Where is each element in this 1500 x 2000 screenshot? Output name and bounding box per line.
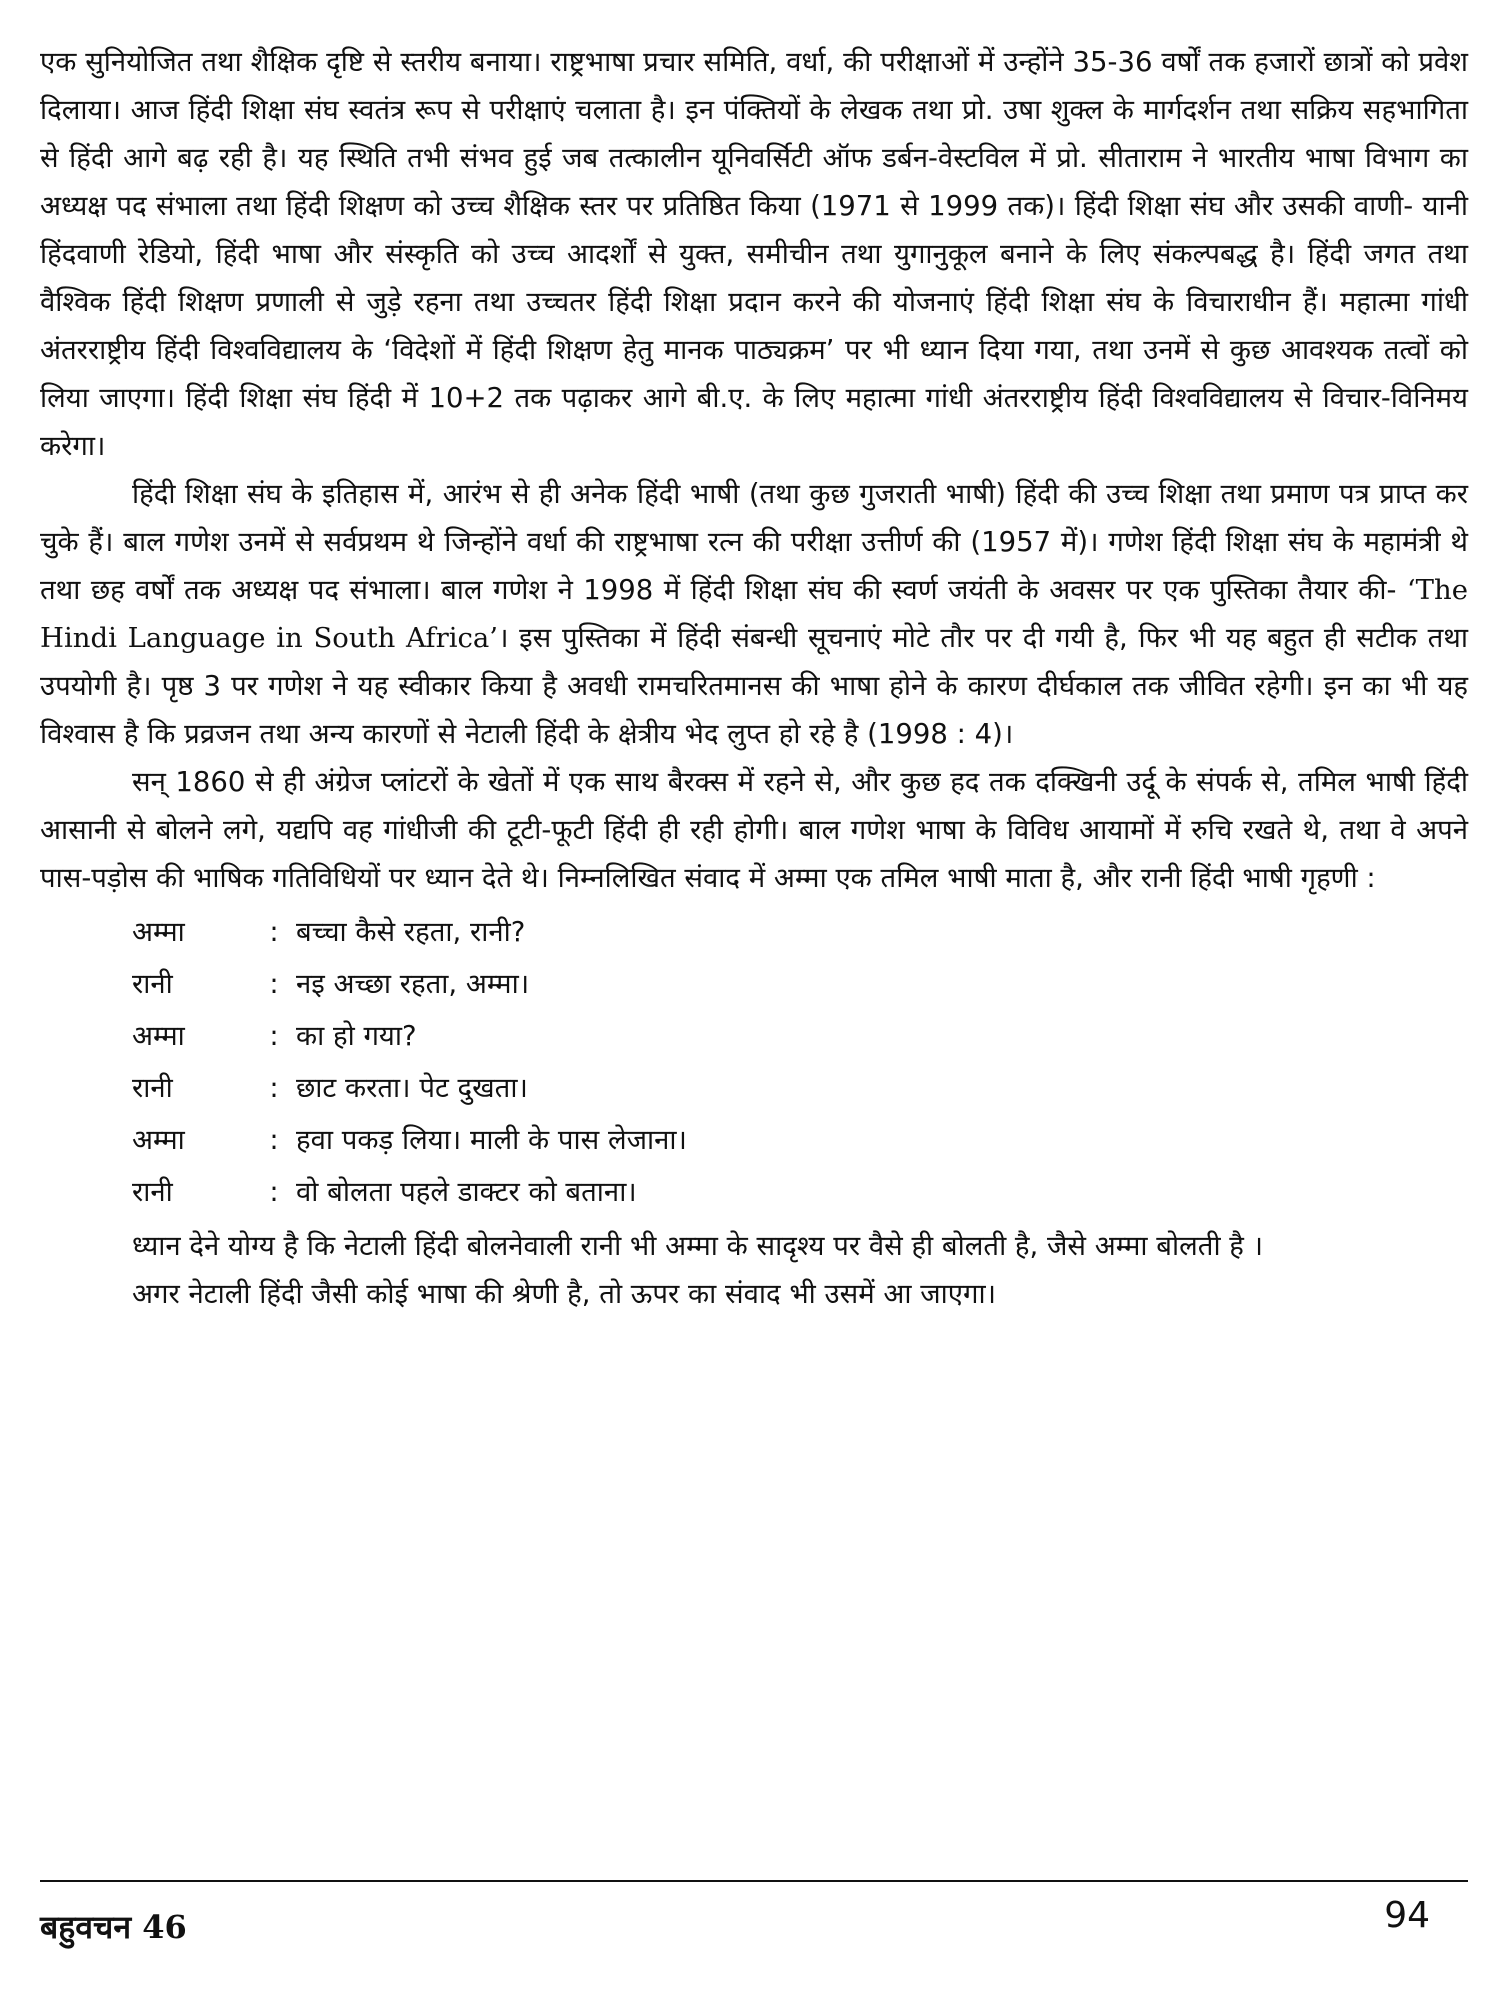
dialogue-colon: : [269,1020,279,1052]
paragraph-5: अगर नेटाली हिंदी जैसी कोई भाषा की श्रेणी है, तो ऊपर का संवाद भी उसमें आ जाएगा। [132,1278,996,1310]
dialogue-line [132,1010,1468,1062]
dialogue-line [132,1114,1468,1166]
dialogue-speech: वो बोलता पहले डाक्टर को बताना। [296,1176,637,1208]
paragraph-1: एक सुनियोजित तथा शैक्षिक दृष्टि से स्तरीय बनाया। राष्ट्रभाषा प्रचार समिति, वर्धा, की परीक्षाओं में उन्होंने 35-36 वर्षों तक हजारों छात्रों को प्रवेश दिलाया। आज हिंदी शिक्षा संघ स्वतंत्र रूप से परीक्षाएं चलाता है। इन पंक्तियों के लेखक तथा प्रो. उषा शुक्ल के मार्गदर्शन तथा सक्रिय सहभागिता से हिंदी आगे बढ़ रही है। यह स्थिति तभी संभव हुई जब तत्कालीन यूनिवर्सिटी ऑफ डर्बन-वेस्टविल में प्रो. सीताराम ने भारतीय भाषा विभाग का अध्यक्ष पद संभाला तथा हिंदी शिक्षण को उच्च शैक्षिक स्तर पर प्रतिष्ठित किया (1971 से 1999 तक)। हिंदी शिक्षा संघ और उसकी वाणी- यानी हिंदवाणी रेडियो, हिंदी भाषा और संस्कृति को उच्च आदर्शों से युक्त, समीचीन तथा युगानुकूल बनाने के लिए संकल्पबद्ध है। हिंदी जगत तथा वैश्विक हिंदी शिक्षण प्रणाली से जुड़े रहना तथा उच्चतर हिंदी शिक्षा प्रदान करने की योजनाएं हिंदी शिक्षा संघ के विचाराधीन हैं। महात्मा गांधी अंतरराष्ट्रीय हिंदी विश्वविद्यालय के ‘विदेशों में हिंदी शिक्षण हेतु मानक पाठ्यक्रम’ पर भी ध्यान दिया गया, तथा उनमें से कुछ आवश्यक तत्वों को लिया जाएगा। हिंदी शिक्षा संघ हिंदी में 10+2 तक पढ़ाकर आगे बी.ए. के लिए महात्मा गांधी अंतरराष्ट्रीय हिंदी विश्वविद्यालय से विचार-विनिमय करेगा। [40,46,1468,462]
dialogue-speech: हवा पकड़ लिया। माली के पास लेजाना। [296,1124,687,1156]
paragraph-4: ध्यान देने योग्य है कि नेटाली हिंदी बोलनेवाली रानी भी अम्मा के सादृश्य पर वैसे ही बोलती है, जैसे अम्मा बोलती है । [132,1230,1264,1262]
dialogue-speech: का हो गया? [296,1020,417,1052]
booklet-title: ‘The Hindi Language in South Africa’ [40,574,1468,654]
paragraph-2 [40,470,1468,758]
dialogue-speaker: रानी [132,1176,173,1208]
page-body [40,38,1468,1318]
dialogue-line [132,1166,1468,1218]
dialogue-line [132,1062,1468,1114]
dialogue-speaker: रानी [132,968,173,1000]
dialogue-line [132,958,1468,1010]
dialogue-colon: : [269,916,279,948]
dialogue-speech: छाट करता। पेट दुखता। [296,1072,528,1104]
dialogue-speaker: रानी [132,1072,173,1104]
dialogue-speaker: अम्मा [132,1020,185,1052]
journal-name: बहुवचन 46 [40,1908,187,1946]
dialogue-colon: : [269,1124,279,1156]
footer-divider [40,1880,1468,1882]
dialogue-block [132,906,1468,1218]
dialogue-speech: बच्चा कैसे रहता, रानी? [296,916,526,948]
paragraph-3: सन् 1860 से ही अंग्रेज प्लांटरों के खेतों में एक साथ बैरक्स में रहने से, और कुछ हद तक दक्खिनी उर्दू के संपर्क से, तमिल भाषी हिंदी आसानी से बोलने लगे, यद्यपि वह गांधीजी की टूटी-फूटी हिंदी ही रही होगी। बाल गणेश भाषा के विविध आयामों में रुचि रखते थे, तथा वे अपने पास-पड़ोस की भाषिक गतिविधियों पर ध्यान देते थे। निम्नलिखित संवाद में अम्मा एक तमिल भाषी माता है, और रानी हिंदी भाषी गृहणी : [40,766,1468,894]
paragraph-2-text-before: हिंदी शिक्षा संघ के इतिहास में, आरंभ से ही अनेक हिंदी भाषी (तथा कुछ गुजराती भाषी) हिंदी की उच्च शिक्षा तथा प्रमाण पत्र प्राप्त कर चुके हैं। बाल गणेश उनमें से सर्वप्रथम थे जिन्होंने वर्धा की राष्ट्रभाषा रत्न की परीक्षा उत्तीर्ण की (1957 में)। गणेश हिंदी शिक्षा संघ के महामंत्री थे तथा छह वर्षों तक अध्यक्ष पद संभाला। बाल गणेश ने 1998 में हिंदी शिक्षा संघ की स्वर्ण जयंती के अवसर पर एक पुस्तिका तैयार की- [40,478,1468,606]
dialogue-colon: : [269,968,279,1000]
dialogue-speaker: अम्मा [132,1124,185,1156]
dialogue-colon: : [269,1072,279,1104]
dialogue-colon: : [269,1176,279,1208]
dialogue-speech: नइ अच्छा रहता, अम्मा। [296,968,530,1000]
dialogue-speaker: अम्मा [132,916,185,948]
page-number: 94 [1384,1895,1430,1936]
paragraph-2-text-after: । इस पुस्तिका में हिंदी संबन्धी सूचनाएं मोटे तौर पर दी गयी है, फिर भी यह बहुत ही सटीक तथा उपयोगी है। पृष्ठ 3 पर गणेश ने यह स्वीकार किया है अवधी रामचरितमानस की भाषा होने के कारण दीर्घकाल तक जीवित रहेगी। इन का भी यह विश्वास है कि प्रव्रजन तथा अन्य कारणों से नेटाली हिंदी के क्षेत्रीय भेद लुप्त हो रहे है (1998 : 4)। [40,622,1469,750]
dialogue-line [132,906,1468,958]
